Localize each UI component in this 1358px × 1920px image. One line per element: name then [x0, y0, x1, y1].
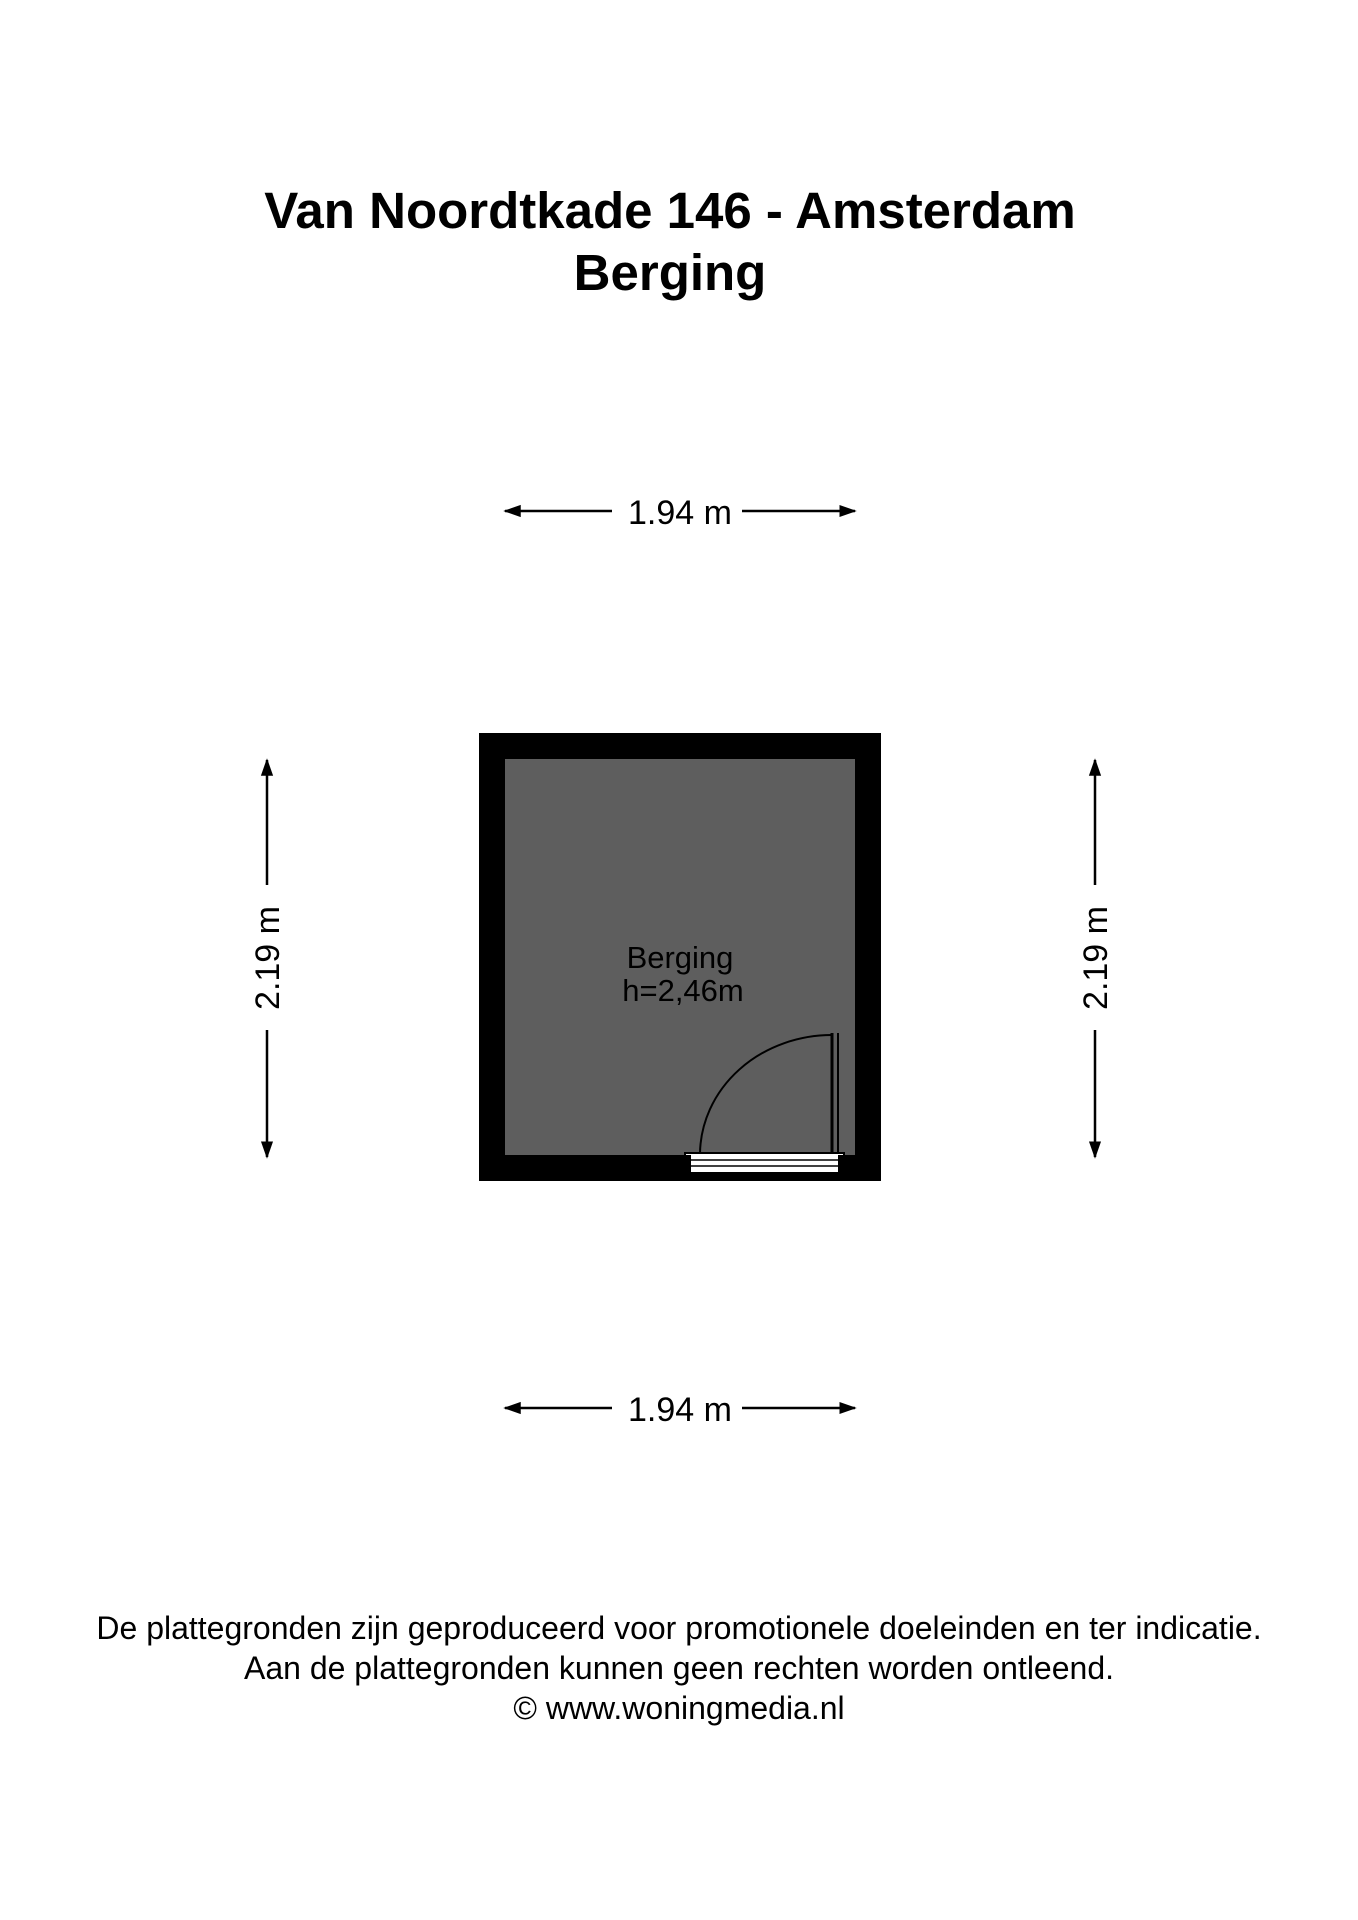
page-title: Van Noordtkade 146 - Amsterdam: [264, 182, 1076, 239]
dimension-bottom: [505, 1391, 855, 1429]
room-height: h=2,46m: [622, 973, 744, 1008]
dimension-left: [249, 760, 287, 1157]
door-opening: [685, 1153, 844, 1173]
dimension-bottom-label: 1.94 m: [628, 1391, 732, 1429]
floor-title: Berging: [573, 244, 767, 301]
copyright-link: © www.woningmedia.nl: [513, 1690, 845, 1726]
dimension-right-label: 2.19 m: [1077, 906, 1115, 1010]
disclaimer: [0, 1608, 1358, 1728]
dimension-left-label: 2.19 m: [249, 906, 287, 1010]
dimension-top-label: 1.94 m: [628, 494, 732, 532]
disclaimer-line-1: De plattegronden zijn geproduceerd voor promotionele doeleinden en ter indicatie.: [96, 1610, 1262, 1646]
dimension-top: [505, 494, 855, 532]
dimension-right: [1077, 760, 1115, 1157]
disclaimer-line-2: Aan de plattegronden kunnen geen rechten worden ontleend.: [243, 1650, 1114, 1686]
room-name: Berging: [626, 940, 734, 975]
